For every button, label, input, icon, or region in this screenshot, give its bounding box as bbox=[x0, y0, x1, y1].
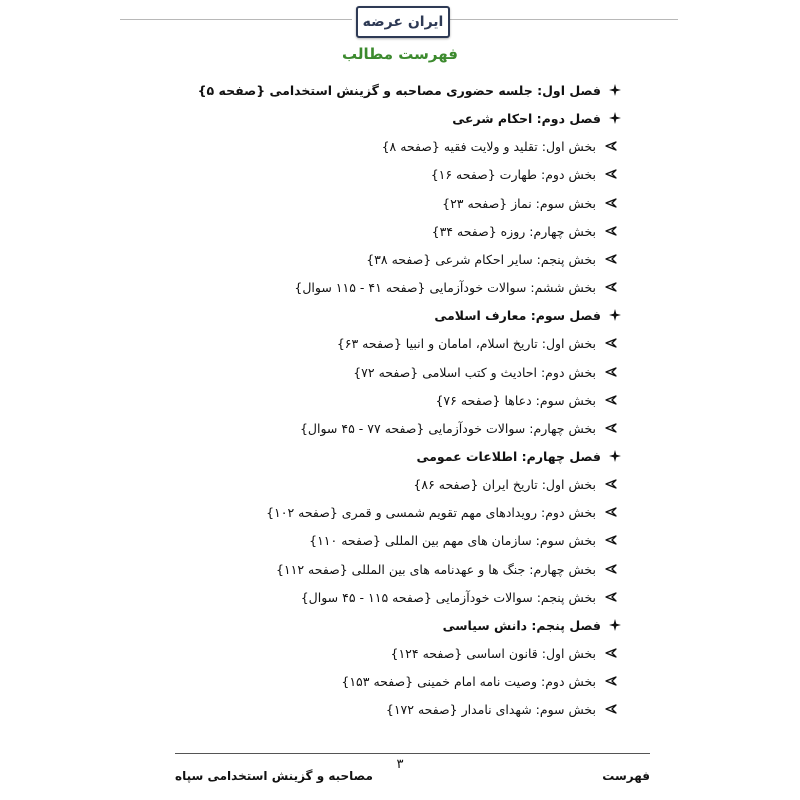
toc-section-item bbox=[413, 474, 618, 494]
toc-item-text: بخش دوم: وصیت نامه امام خمینی {صفحه ۱۵۳} bbox=[341, 673, 596, 689]
toc-item-text: بخش پنجم: سایر احکام شرعی {صفحه ۳۸} bbox=[366, 251, 596, 267]
arrow-bullet-icon bbox=[604, 167, 618, 181]
toc-item-text: بخش دوم: طهارت {صفحه ۱۶} bbox=[430, 166, 596, 182]
toc-section-item bbox=[294, 277, 618, 297]
toc-section-item bbox=[431, 164, 618, 184]
toc-item-text: بخش اول: تاریخ اسلام، امامان و انبیا {صفحه ۶۳} bbox=[336, 335, 596, 351]
toc-item-text: بخش اول: قانون اساسی {صفحه ۱۲۴} bbox=[390, 645, 596, 661]
toc-section-item bbox=[300, 418, 618, 438]
toc-item-text: بخش اول: تقلید و ولایت فقیه {صفحه ۸} bbox=[381, 138, 596, 154]
arrow-bullet-icon bbox=[604, 505, 618, 519]
diamond-bullet-icon bbox=[608, 111, 622, 125]
toc-item-text: بخش دوم: رویدادهای مهم تقویم شمسی و قمری {صفحه ۱۰۲} bbox=[266, 504, 596, 520]
toc-chapter-item bbox=[198, 80, 622, 100]
toc-section-item bbox=[337, 333, 618, 353]
toc-section-item bbox=[386, 699, 618, 719]
toc-item-text: بخش سوم: شهدای نامدار {صفحه ۱۷۲} bbox=[385, 701, 596, 717]
toc-item-text: فصل پنجم: دانش سیاسی bbox=[442, 617, 601, 633]
toc-item-text: بخش چهارم: سوالات خودآزمایی {صفحه ۷۷ - ۴۵ سوال} bbox=[299, 420, 596, 436]
toc-item-text: بخش پنجم: سوالات خودآزمایی {صفحه ۱۱۵ - ۴۵ سوال} bbox=[300, 589, 596, 605]
page-number: ۳ bbox=[396, 757, 404, 772]
arrow-bullet-icon bbox=[604, 224, 618, 238]
toc-section-item bbox=[309, 530, 618, 550]
toc-item-text: بخش سوم: سازمان های مهم بین المللی {صفحه ۱۱۰} bbox=[309, 532, 596, 548]
arrow-bullet-icon bbox=[604, 533, 618, 547]
toc-item-text: فصل سوم: معارف اسلامی bbox=[434, 307, 601, 323]
arrow-bullet-icon bbox=[604, 393, 618, 407]
toc-item-text: بخش سوم: نماز {صفحه ۲۳} bbox=[442, 195, 596, 211]
footer-rule bbox=[175, 753, 650, 754]
toc-item-text: بخش اول: تاریخ ایران {صفحه ۸۶} bbox=[413, 476, 596, 492]
toc-section-item bbox=[435, 390, 618, 410]
toc-item-text: بخش سوم: دعاها {صفحه ۷۶} bbox=[435, 392, 596, 408]
toc-section-item bbox=[266, 502, 618, 522]
arrow-bullet-icon bbox=[604, 646, 618, 660]
arrow-bullet-icon bbox=[604, 590, 618, 604]
toc-section-item bbox=[301, 587, 618, 607]
arrow-bullet-icon bbox=[604, 365, 618, 379]
footer-section-name: فهرست bbox=[602, 769, 650, 783]
toc-item-text: فصل دوم: احکام شرعی bbox=[452, 110, 601, 126]
toc-section-item bbox=[366, 249, 618, 269]
toc-item-text: بخش دوم: احادیث و کتب اسلامی {صفحه ۷۲} bbox=[353, 364, 596, 380]
diamond-bullet-icon bbox=[608, 618, 622, 632]
toc-section-item bbox=[432, 221, 618, 241]
toc-chapter-item bbox=[452, 108, 622, 128]
toc-section-item bbox=[276, 559, 618, 579]
toc-section-item bbox=[391, 643, 618, 663]
toc-title: فهرست مطالب bbox=[342, 45, 458, 63]
toc-section-item bbox=[382, 136, 618, 156]
toc-section-item bbox=[353, 362, 618, 382]
arrow-bullet-icon bbox=[604, 280, 618, 294]
toc-item-text: بخش چهارم: روزه {صفحه ۳۴} bbox=[431, 223, 596, 239]
toc-chapter-item bbox=[434, 305, 622, 325]
brand-logo-text: ایران عرضه bbox=[362, 14, 444, 30]
arrow-bullet-icon bbox=[604, 336, 618, 350]
toc-item-text: فصل چهارم: اطلاعات عمومی bbox=[416, 448, 601, 464]
toc-chapter-item bbox=[416, 446, 622, 466]
footer-book-title: مصاحبه و گزینش استخدامی سپاه bbox=[175, 769, 373, 783]
toc-chapter-item bbox=[443, 615, 622, 635]
arrow-bullet-icon bbox=[604, 252, 618, 266]
arrow-bullet-icon bbox=[604, 674, 618, 688]
arrow-bullet-icon bbox=[604, 421, 618, 435]
arrow-bullet-icon bbox=[604, 702, 618, 716]
arrow-bullet-icon bbox=[604, 196, 618, 210]
toc-item-text: بخش ششم: سوالات خودآزمایی {صفحه ۴۱ - ۱۱۵ سوال} bbox=[294, 279, 596, 295]
arrow-bullet-icon bbox=[604, 562, 618, 576]
toc-item-text: بخش چهارم: جنگ ها و عهدنامه های بین المللی {صفحه ۱۱۲} bbox=[275, 561, 596, 577]
diamond-bullet-icon bbox=[608, 308, 622, 322]
toc-section-item bbox=[442, 193, 618, 213]
toc-section-item bbox=[341, 671, 618, 691]
diamond-bullet-icon bbox=[608, 83, 622, 97]
arrow-bullet-icon bbox=[604, 139, 618, 153]
diamond-bullet-icon bbox=[608, 449, 622, 463]
toc-item-text: فصل اول: جلسه حضوری مصاحبه و گزینش استخدامی {صفحه ۵} bbox=[197, 82, 601, 98]
arrow-bullet-icon bbox=[604, 477, 618, 491]
